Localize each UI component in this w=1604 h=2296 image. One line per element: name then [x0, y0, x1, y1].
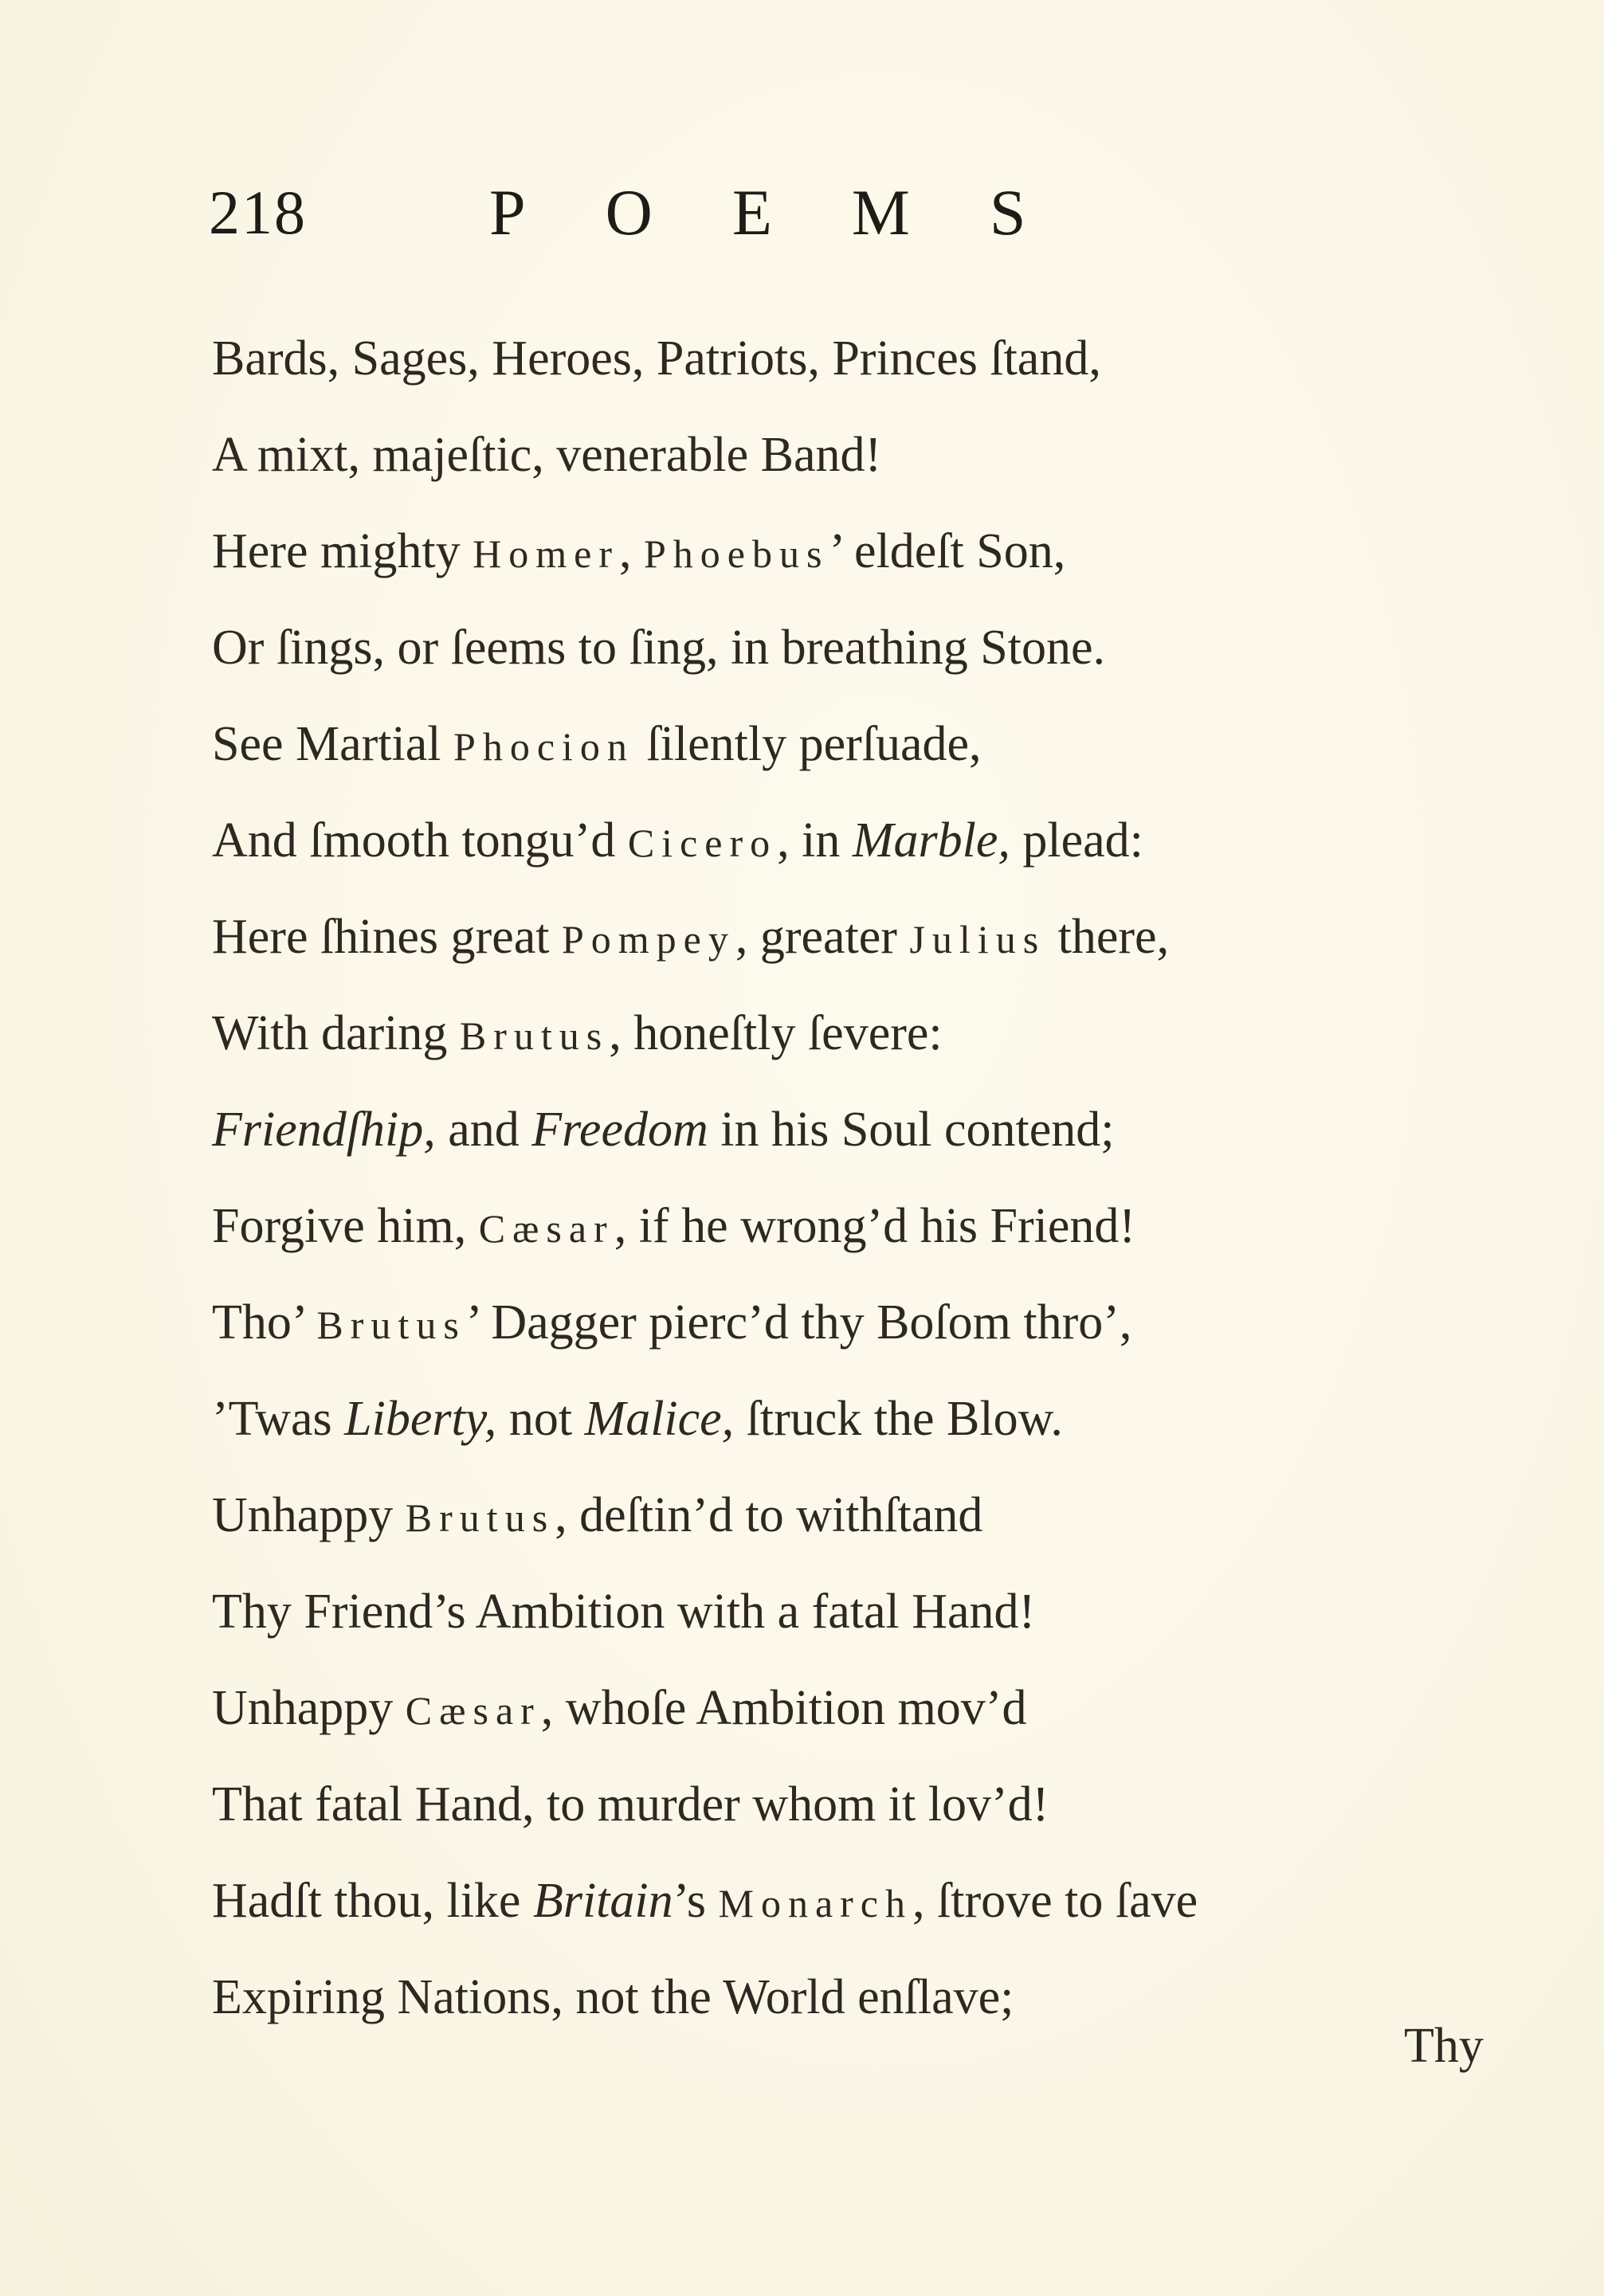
verse-line-6: And ſmooth tongu’d Cicero, in Marble, plead:: [212, 813, 1143, 868]
verse-line-15: Unhappy Cæsar, whoſe Ambition mov’d: [212, 1681, 1027, 1735]
verse-line-12: ’Twas Liberty, not Malice, ſtruck the Blow.: [212, 1392, 1063, 1446]
verse-line-5: See Martial Phocion ſilently perſuade,: [212, 717, 982, 771]
verse-line-10: Forgive him, Cæsar, if he wrong’d his Friend!: [212, 1199, 1136, 1253]
poem-verse: [212, 311, 1582, 2046]
verse-line-9: Friendſhip, and Freedom in his Soul contend;: [212, 1103, 1115, 1157]
verse-line-8: With daring Brutus, honeſtly ſevere:: [212, 1006, 943, 1060]
verse-line-18: Expiring Nations, not the World enſlave;: [212, 1970, 1014, 2024]
verse-line-4: Or ſings, or ſeems to ſing, in breathing Stone.: [212, 621, 1106, 675]
catchword: Thy: [1404, 2019, 1484, 2073]
verse-line-2: A mixt, majeſtic, venerable Band!: [212, 428, 882, 482]
verse-line-14: Thy Friend’s Ambition with a fatal Hand!: [212, 1585, 1036, 1639]
verse-line-16: That fatal Hand, to murder whom it lov’d!: [212, 1777, 1049, 1832]
running-head: POEMS: [489, 176, 1106, 249]
verse-line-17: Hadſt thou, like Britain’s Monarch, ſtrove to ſave: [212, 1874, 1198, 1928]
verse-line-3: Here mighty Homer, Phoebus’ eldeſt Son,: [212, 524, 1066, 578]
verse-line-7: Here ſhines great Pompey, greater Julius there,: [212, 910, 1170, 964]
page-number: 218: [209, 178, 307, 247]
verse-line-1: Bards, Sages, Heroes, Patriots, Princes ſtand,: [212, 331, 1101, 386]
verse-line-13: Unhappy Brutus, deſtin’d to withſtand: [212, 1488, 983, 1542]
verse-line-11: Tho’ Brutus’ Dagger pierc’d thy Boſom thro’,: [212, 1295, 1132, 1350]
page-header: [209, 169, 1563, 257]
